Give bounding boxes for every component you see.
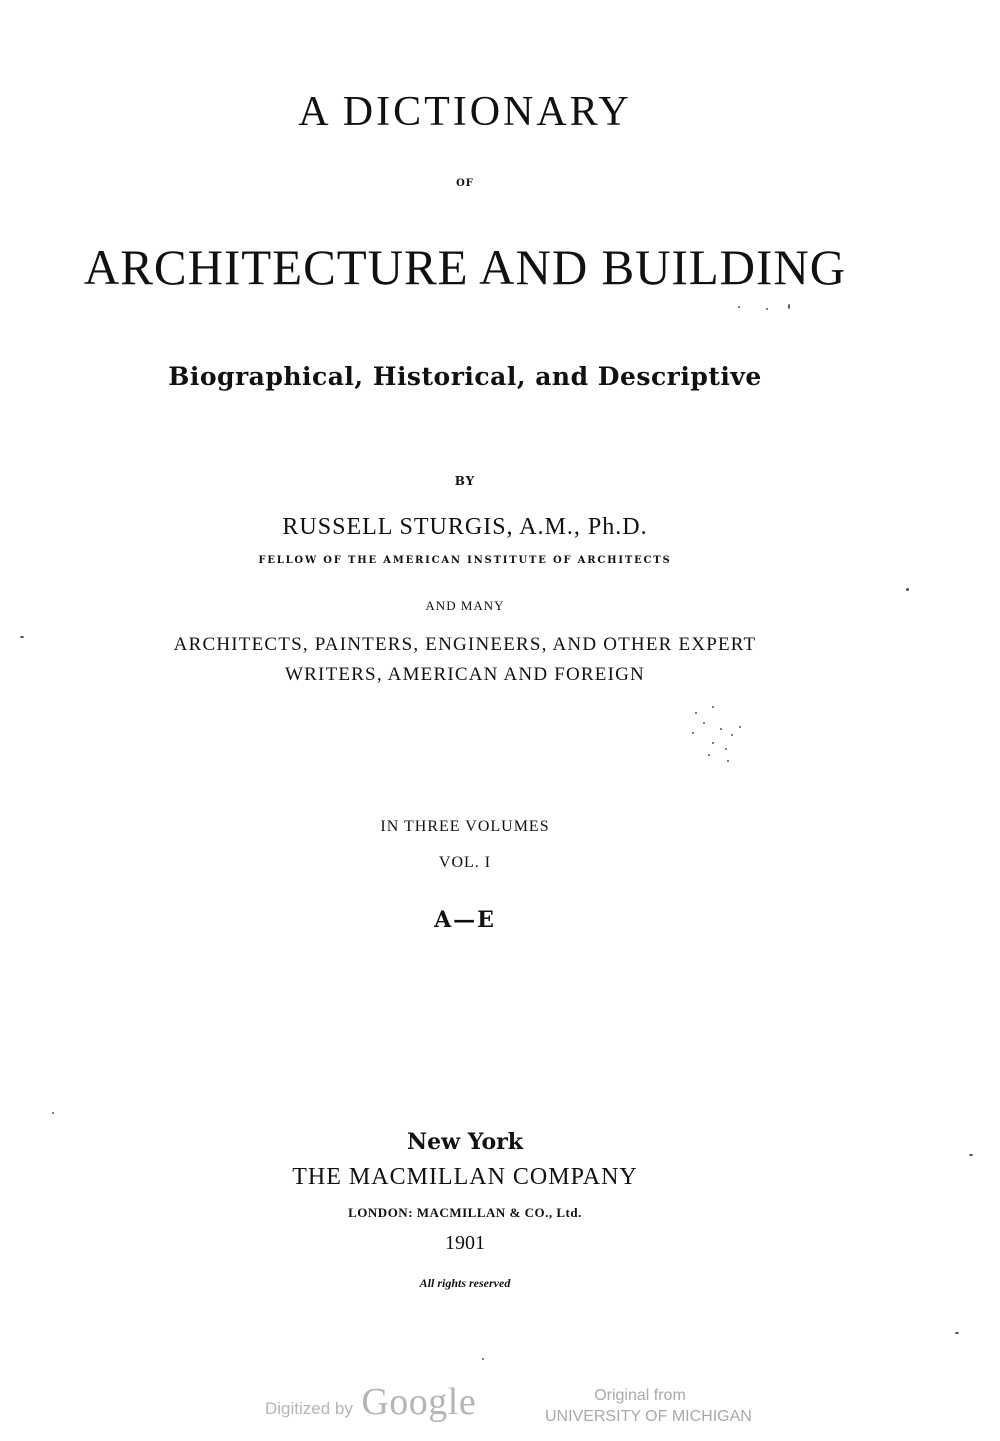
rights-notice: All rights reserved bbox=[419, 1276, 511, 1290]
and-many: AND MANY bbox=[425, 598, 505, 613]
speck bbox=[738, 306, 740, 308]
speck bbox=[708, 754, 710, 756]
speck bbox=[20, 636, 24, 638]
google-logo: Google bbox=[361, 1381, 477, 1423]
speck bbox=[712, 706, 714, 708]
speck bbox=[731, 734, 733, 736]
speck bbox=[906, 588, 909, 591]
digitized-by-watermark bbox=[265, 1380, 476, 1424]
imprint-city: New York bbox=[406, 1129, 523, 1155]
contributors-line-2: WRITERS, AMERICAN AND FOREIGN bbox=[285, 664, 645, 685]
speck bbox=[482, 1358, 484, 1360]
volume-set: IN THREE VOLUMES bbox=[380, 818, 550, 835]
speck bbox=[695, 712, 697, 714]
digitized-prefix: Digitized by bbox=[265, 1399, 353, 1418]
imprint-publisher: THE MACMILLAN COMPANY bbox=[292, 1164, 638, 1190]
speck bbox=[739, 726, 741, 728]
speck bbox=[788, 304, 790, 309]
title-of: OF bbox=[456, 178, 474, 189]
volume-range: A—E bbox=[434, 907, 496, 933]
author-affiliation: FELLOW OF THE AMERICAN INSTITUTE OF ARCHITECTS bbox=[258, 555, 672, 566]
speck bbox=[52, 1112, 54, 1114]
title-subject: ARCHITECTURE AND BUILDING bbox=[83, 239, 847, 295]
original-institution: UNIVERSITY OF MICHIGAN bbox=[545, 1408, 752, 1425]
contributors-line-1: ARCHITECTS, PAINTERS, ENGINEERS, AND OTHER EXPERT bbox=[173, 634, 757, 655]
imprint-year: 1901 bbox=[445, 1232, 485, 1254]
author-name: RUSSELL STURGIS, A.M., Ph.D. bbox=[282, 514, 648, 540]
speck bbox=[766, 308, 768, 310]
volume-number: VOL. I bbox=[438, 854, 492, 871]
speck bbox=[703, 722, 705, 724]
original-from-watermark bbox=[545, 1385, 752, 1427]
speck bbox=[712, 742, 714, 744]
subtitle: Biographical, Historical, and Descriptive bbox=[168, 362, 762, 391]
original-from-label: Original from bbox=[594, 1387, 686, 1404]
speck bbox=[969, 1154, 973, 1156]
title-main: A DICTIONARY bbox=[298, 89, 632, 135]
speck bbox=[692, 732, 694, 734]
imprint-london: LONDON: MACMILLAN & CO., Ltd. bbox=[348, 1205, 582, 1220]
by-line: BY bbox=[454, 474, 476, 488]
speck bbox=[720, 728, 722, 730]
speck bbox=[955, 1332, 959, 1334]
speck bbox=[725, 748, 727, 750]
speck bbox=[727, 760, 729, 762]
